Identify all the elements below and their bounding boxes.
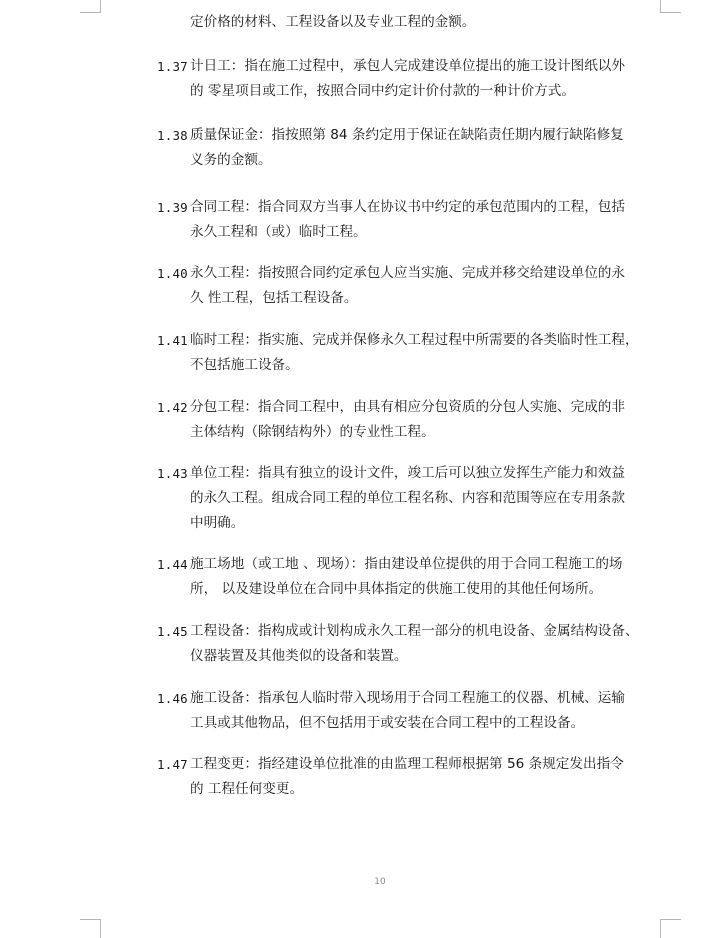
clause-number: 1.40 xyxy=(157,266,188,281)
clause-number: 1.44 xyxy=(157,557,188,572)
crop-mark-top-right xyxy=(660,0,681,13)
clause-line: 工程变更：指经建设单位批准的由监理工程师根据第 56 条规定发出指令 xyxy=(190,756,624,772)
clause-number: 1.41 xyxy=(157,333,188,348)
clause-line: 永久工程和（或）临时工程。 xyxy=(190,224,367,240)
clause-line: 的永久工程。组成合同工程的单位工程名称、内容和范围等应在专用条款 xyxy=(190,490,625,506)
clause-number: 1.47 xyxy=(157,757,188,772)
clause-line: 施工设备：指承包人临时带入现场用于合同工程施工的仪器、机械、运输 xyxy=(190,690,625,706)
clause-line: 永久工程：指按照合同约定承包人应当实施、完成并移交给建设单位的永 xyxy=(190,265,625,281)
clause-number: 1.46 xyxy=(157,691,188,706)
clause-number: 1.42 xyxy=(157,400,188,415)
clause-line: 仪器装置及其他类似的设备和装置。 xyxy=(190,648,408,664)
clause-line: 的 工程任何变更。 xyxy=(190,781,304,797)
clause-line: 单位工程：指具有独立的设计文件，竣工后可以独立发挥生产能力和效益 xyxy=(190,465,625,481)
clause-line: 所， 以及建设单位在合同中具体指定的供施工使用的其他任何场所。 xyxy=(190,581,603,597)
clause-number: 1.38 xyxy=(157,128,188,143)
clause-line: 质量保证金：指按照第 84 条约定用于保证在缺陷责任期内履行缺陷修复 xyxy=(190,127,624,143)
clause-line: 合同工程：指合同双方当事人在协议书中约定的承包范围内的工程，包括 xyxy=(190,199,625,215)
page-number: 10 xyxy=(374,877,386,887)
top-fragment-line: 定价格的材料、工程设备以及专业工程的金额。 xyxy=(190,14,476,30)
clause-line: 中明确。 xyxy=(190,515,245,531)
clause-line: 施工场地（或工地 、现场）：指由建设单位提供的用于合同工程施工的场 xyxy=(190,556,623,572)
clause-line: 计日工：指在施工过程中，承包人完成建设单位提出的施工设计图纸以外 xyxy=(190,58,625,74)
clause-line: 义务的金额。 xyxy=(190,152,272,168)
crop-mark-bottom-left xyxy=(80,919,101,938)
clause-number: 1.37 xyxy=(157,59,188,74)
clause-number: 1.43 xyxy=(157,466,188,481)
clause-line: 不包括施工设备。 xyxy=(190,357,299,373)
clause-line: 工程设备：指构成或计划构成永久工程一部分的机电设备、金属结构设备、 xyxy=(190,623,639,639)
clause-number: 1.39 xyxy=(157,200,188,215)
crop-mark-top-left xyxy=(80,0,101,13)
clause-number: 1.45 xyxy=(157,624,188,639)
clause-line: 久 性工程，包括工程设备。 xyxy=(190,290,358,306)
clause-line: 工具或其他物品，但不包括用于或安装在合同工程中的工程设备。 xyxy=(190,715,585,731)
clause-line: 的 零星项目或工作，按照合同中约定计价付款的一种计价方式。 xyxy=(190,83,575,99)
clause-line: 临时工程：指实施、完成并保修永久工程过程中所需要的各类临时性工程， xyxy=(190,332,639,348)
crop-mark-bottom-right xyxy=(660,919,681,938)
clause-line: 主体结构（除钢结构外）的专业性工程。 xyxy=(190,424,435,440)
clause-line: 分包工程：指合同工程中，由具有相应分包资质的分包人实施、完成的非 xyxy=(190,399,625,415)
